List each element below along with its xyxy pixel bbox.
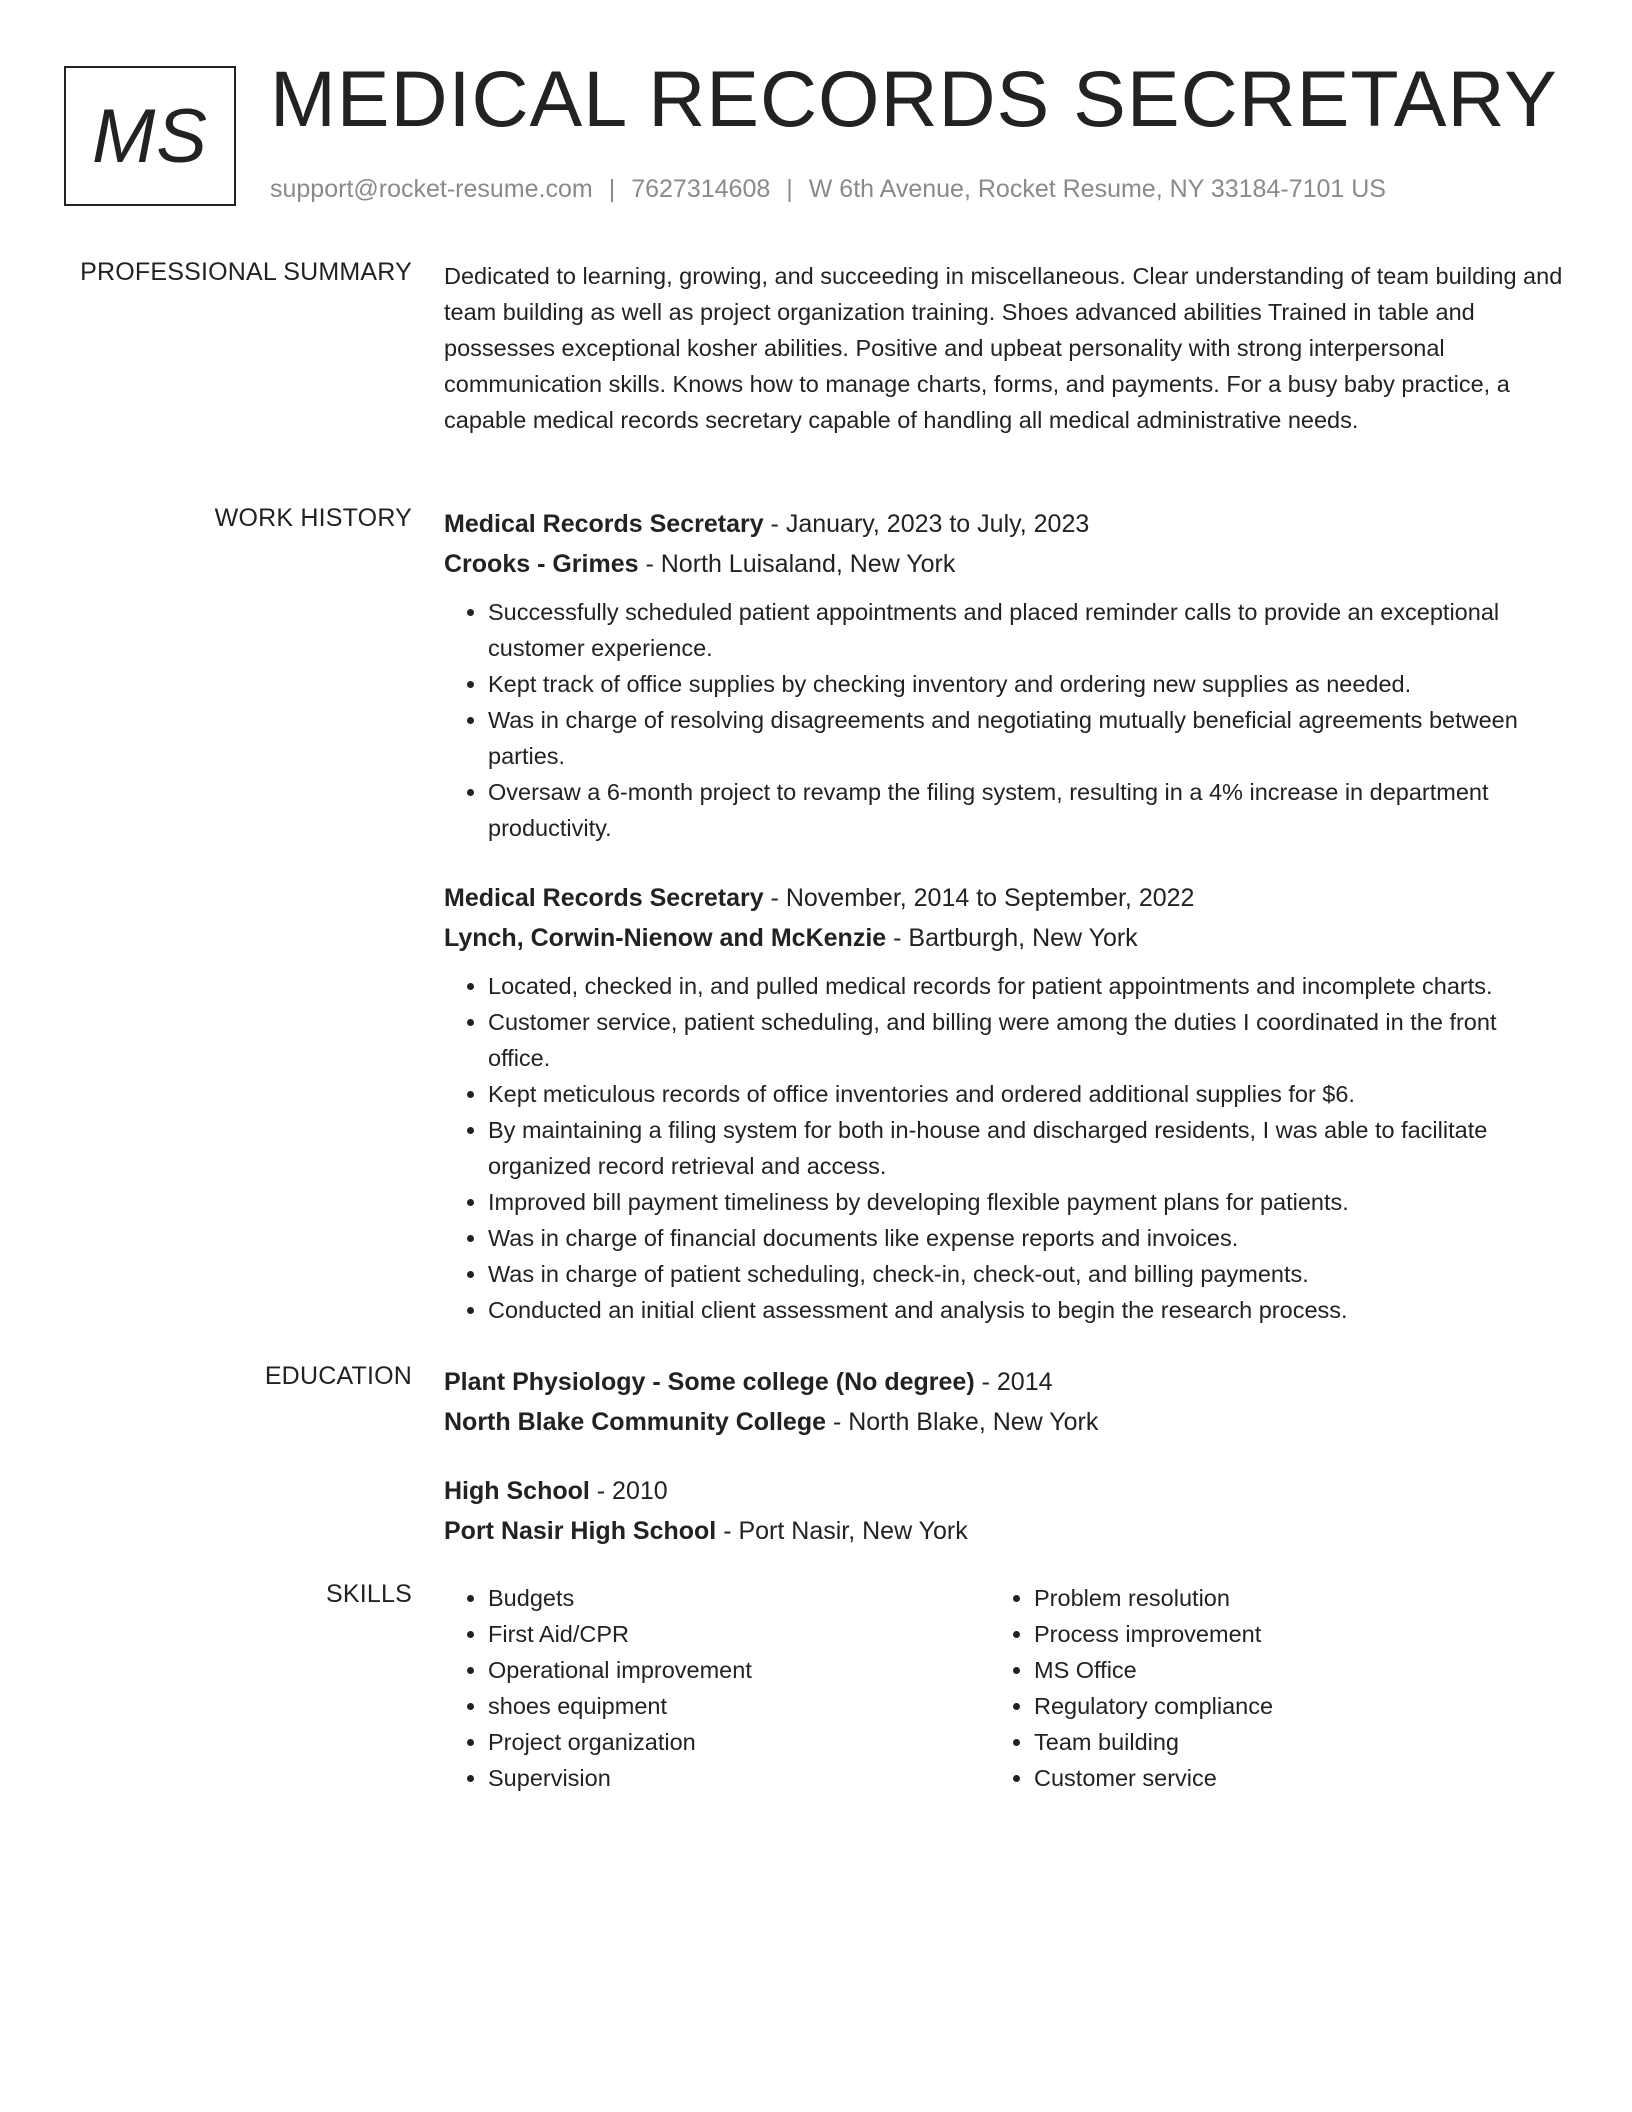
education-location: - Port Nasir, New York	[716, 1517, 968, 1545]
education-degree: Plant Physiology - Some college (No degree)	[444, 1368, 975, 1396]
education-school-line	[444, 1511, 1564, 1551]
skill-item: • Process improvement	[1034, 1616, 1536, 1652]
skill-item: • First Aid/CPR	[488, 1616, 990, 1652]
skill-item: • Budgets	[488, 1580, 990, 1616]
skills-column-left	[444, 1580, 990, 1796]
skill-item: • Regulatory compliance	[1034, 1688, 1536, 1724]
education-entry	[444, 1362, 1564, 1442]
skills-list	[990, 1580, 1536, 1796]
education-title: EDUCATION	[264, 1362, 412, 1390]
job-title-line	[444, 878, 1564, 918]
skills-column-right	[990, 1580, 1536, 1796]
monogram-text: MS	[92, 93, 208, 179]
job-company: Lynch, Corwin-Nienow and McKenzie	[444, 924, 887, 952]
skill-item: • Operational improvement	[488, 1652, 990, 1688]
job-bullet: • Located, checked in, and pulled medical records for patient appointments and incomplete charts.	[488, 968, 1564, 1004]
contact-phone: 7627314608	[631, 175, 771, 203]
job-bullet: • Conducted an initial client assessment and analysis to begin the research process.	[488, 1292, 1564, 1328]
education-location: - North Blake, New York	[826, 1408, 1099, 1436]
education-entry	[444, 1471, 1564, 1551]
job-bullet: • Was in charge of resolving disagreements and negotiating mutually beneficial agreements between parties.	[488, 702, 1564, 774]
education-school-line	[444, 1402, 1564, 1442]
job-bullet: • Was in charge of financial documents like expense reports and invoices.	[488, 1220, 1564, 1256]
education-year: - 2010	[589, 1477, 668, 1505]
skills-columns	[444, 1580, 1564, 1796]
education-school: North Blake Community College	[444, 1408, 826, 1436]
education-degree-line	[444, 1362, 1564, 1402]
education-year: - 2014	[974, 1368, 1053, 1396]
job-company-line	[444, 918, 1564, 958]
job-bullet: • By maintaining a filing system for both in-house and discharged residents, I was able to facilitate organized record retrieval and access.	[488, 1112, 1564, 1184]
skill-item: • Problem resolution	[1034, 1580, 1536, 1616]
skills-title: SKILLS	[326, 1580, 412, 1608]
job-bullet: • Customer service, patient scheduling, and billing were among the duties I coordinated in the front office.	[488, 1004, 1564, 1076]
contact-line	[270, 175, 1386, 204]
job-entry	[444, 504, 1564, 846]
contact-address: W 6th Avenue, Rocket Resume, NY 33184-7101 US	[808, 175, 1386, 203]
skill-item: • MS Office	[1034, 1652, 1536, 1688]
job-bullet: • Kept track of office supplies by checking inventory and ordering new supplies as needed.	[488, 666, 1564, 702]
monogram-box	[64, 66, 236, 206]
education-degree-line	[444, 1471, 1564, 1511]
skill-item: • Project organization	[488, 1724, 990, 1760]
education-degree: High School	[444, 1477, 590, 1505]
skill-item: • Customer service	[1034, 1760, 1536, 1796]
skills-list	[444, 1580, 990, 1796]
skill-item: • Team building	[1034, 1724, 1536, 1760]
job-role: Medical Records Secretary	[444, 884, 764, 912]
resume-name: MEDICAL RECORDS SECRETARY	[270, 54, 1558, 143]
work-history-title: WORK HISTORY	[214, 504, 412, 532]
job-dates: - January, 2023 to July, 2023	[763, 510, 1090, 538]
job-company: Crooks - Grimes	[444, 550, 639, 578]
job-bullets	[444, 594, 1564, 846]
job-location: - North Luisaland, New York	[638, 550, 956, 578]
contact-separator: |	[786, 175, 793, 203]
contact-email: support@rocket-resume.com	[270, 175, 593, 203]
job-bullets	[444, 968, 1564, 1328]
job-bullet: • Was in charge of patient scheduling, check-in, check-out, and billing payments.	[488, 1256, 1564, 1292]
job-entry	[444, 878, 1564, 1328]
summary-title: PROFESSIONAL SUMMARY	[80, 258, 412, 286]
skill-item: • Supervision	[488, 1760, 990, 1796]
education-school: Port Nasir High School	[444, 1517, 717, 1545]
job-dates: - November, 2014 to September, 2022	[763, 884, 1195, 912]
job-bullet: • Successfully scheduled patient appointments and placed reminder calls to provide an exceptional customer experience.	[488, 594, 1564, 666]
skill-item: • shoes equipment	[488, 1688, 990, 1724]
job-bullet: • Oversaw a 6-month project to revamp the filing system, resulting in a 4% increase in department productivity.	[488, 774, 1564, 846]
job-title-line	[444, 504, 1564, 544]
job-location: - Bartburgh, New York	[886, 924, 1138, 952]
summary-text: Dedicated to learning, growing, and succeeding in miscellaneous. Clear understanding of team building and team building as well as project organization training. Shoes advanced abilities Trained in table and possesses exceptional kosher abilities. Positive and upbeat personality with strong interpersonal communication skills. Knows how to manage charts, forms, and payments. For a busy baby practice, a capable medical records secretary capable of handling all medical administrative needs.	[444, 263, 1563, 433]
job-role: Medical Records Secretary	[444, 510, 764, 538]
job-company-line	[444, 544, 1564, 584]
job-bullet: • Kept meticulous records of office inventories and ordered additional supplies for $6.	[488, 1076, 1564, 1112]
job-bullet: • Improved bill payment timeliness by developing flexible payment plans for patients.	[488, 1184, 1564, 1220]
contact-separator: |	[608, 175, 616, 203]
